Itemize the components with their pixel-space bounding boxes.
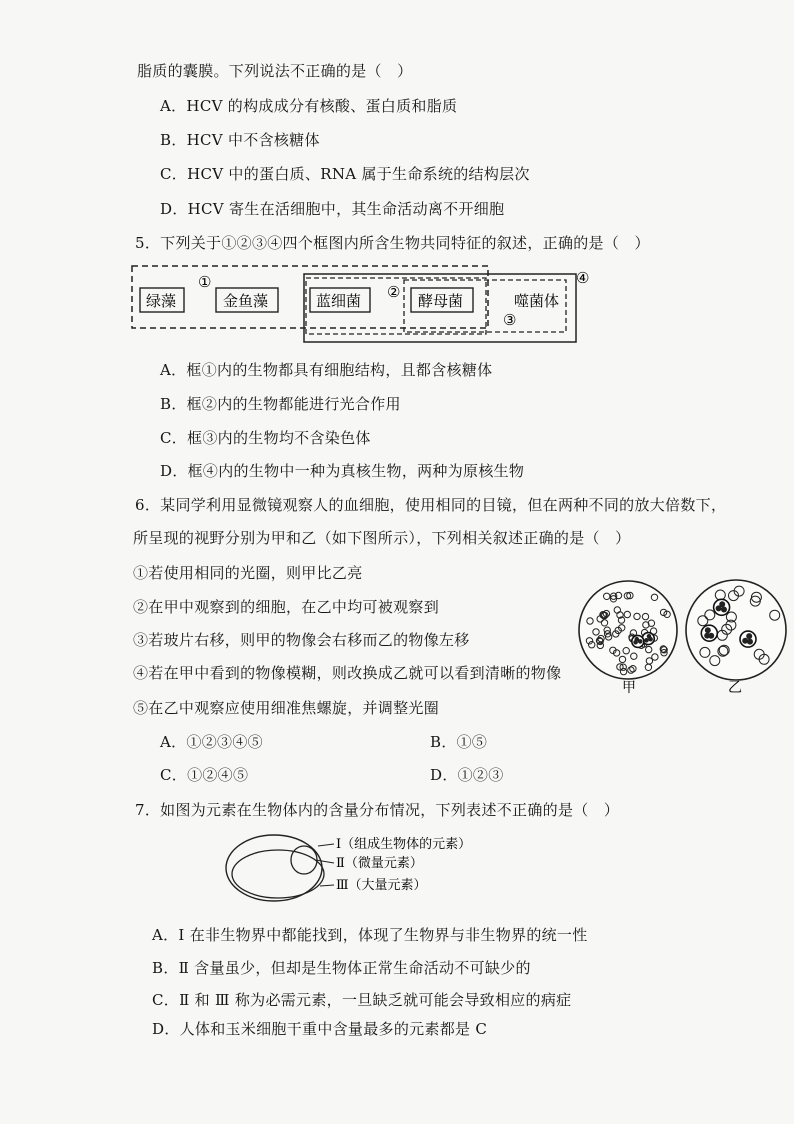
organism-cyanobacteria: 蓝细菌 <box>316 292 362 310</box>
marker-3: ③ <box>503 311 517 329</box>
marker-4: ④ <box>576 269 590 287</box>
ellipse-3 <box>232 850 324 898</box>
organism-phage: 噬菌体 <box>514 292 560 310</box>
label-3: Ⅲ（大量元素） <box>336 878 427 893</box>
q7-option-d: D．人体和玉米细胞干重中含量最多的元素都是 C <box>152 1020 488 1038</box>
q5-stem: 5．下列关于①②③④四个框图内所含生物共同特征的叙述，正确的是（ ） <box>135 234 650 252</box>
q6-option-a: A．①②③④⑤ <box>160 733 263 751</box>
q6-statement-2: ②在甲中观察到的细胞，在乙中均可被观察到 <box>133 598 440 616</box>
white-blood-cell-nucleus <box>705 627 711 633</box>
q6-statement-3: ③若玻片右移，则甲的物像会右移而乙的物像左移 <box>133 631 470 649</box>
white-blood-cell-nucleus <box>704 633 710 639</box>
organism-hornwort: 金鱼藻 <box>223 292 269 310</box>
field-label-jia: 甲 <box>622 680 636 696</box>
white-blood-cell <box>701 625 717 641</box>
q6-statement-4: ④若在甲中看到的物像模糊，则改换成乙就可以看到清晰的物像 <box>133 664 562 682</box>
q4-stem-tail: 脂质的囊膜。下列说法不正确的是（ ） <box>137 62 413 80</box>
label-1: Ⅰ（组成生物体的元素） <box>336 837 472 852</box>
white-blood-cell-nucleus <box>719 601 725 607</box>
white-blood-cell-nucleus <box>635 637 640 642</box>
field-yi <box>686 580 786 680</box>
q4-option-c: C．HCV 中的蛋白质、RNA 属于生命系统的结构层次 <box>160 165 530 183</box>
q6-statement-1: ①若使用相同的光圈，则甲比乙亮 <box>133 564 363 582</box>
q6-stem-line2: 所呈现的视野分别为甲和乙（如下图所示），下列相关叙述正确的是（ ） <box>133 529 631 547</box>
ellipse-2 <box>291 846 317 874</box>
q5-classification-diagram <box>128 262 588 354</box>
marker-1: ① <box>198 273 212 291</box>
organism-yeast: 酵母菌 <box>418 292 464 310</box>
q5-option-a: A．框①内的生物都具有细胞结构，且都含核糖体 <box>160 361 493 379</box>
q6-stem-line1: 6．某同学利用显微镜观察人的血细胞，使用相同的目镜，但在两种不同的放大倍数下， <box>135 496 727 514</box>
q4-option-b: B．HCV 中不含核糖体 <box>160 131 320 149</box>
q7-option-b: B．Ⅱ 含量虽少，但却是生物体正常生命活动不可缺少的 <box>152 959 531 977</box>
field-label-yi: 乙 <box>728 680 742 696</box>
q7-stem: 7．如图为元素在生物体内的含量分布情况，下列表述不正确的是（ ） <box>135 801 620 819</box>
marker-2: ② <box>387 283 401 301</box>
q7-element-venn-diagram <box>222 830 522 906</box>
q4-option-d: D．HCV 寄生在活细胞中，其生命活动离不开细胞 <box>160 200 505 218</box>
white-blood-cell-nucleus <box>746 633 752 639</box>
white-blood-cell-nucleus <box>721 607 727 613</box>
q4-option-a: A．HCV 的构成成分有核酸、蛋白质和脂质 <box>160 97 458 115</box>
q6-option-c: C．①②④⑤ <box>160 766 249 784</box>
field-jia <box>579 581 677 679</box>
q6-option-d: D．①②③ <box>430 766 504 784</box>
q5-option-b: B．框②内的生物都能进行光合作用 <box>160 395 401 413</box>
q6-option-b: B．①⑤ <box>430 733 488 751</box>
white-blood-cell-nucleus <box>647 634 652 639</box>
q7-option-a: A．Ⅰ 在非生物界中都能找到，体现了生物界与非生物界的统一性 <box>152 926 588 944</box>
white-blood-cell-nucleus <box>742 638 748 644</box>
white-blood-cell-nucleus <box>644 638 649 643</box>
q6-microscope-fields <box>576 578 794 698</box>
ellipse-1 <box>226 835 322 901</box>
q7-option-c: C．Ⅱ 和 Ⅲ 称为必需元素，一旦缺乏就可能会导致相应的病症 <box>152 991 572 1009</box>
q5-option-c: C．框③内的生物均不含染色体 <box>160 429 371 447</box>
label-2: Ⅱ（微量元素） <box>336 856 423 871</box>
organism-green-algae: 绿藻 <box>146 292 177 310</box>
q5-option-d: D．框④内的生物中一种为真核生物，两种为原核生物 <box>160 462 525 480</box>
q6-statement-5: ⑤在乙中观察应使用细准焦螺旋，并调整光圈 <box>133 699 440 717</box>
